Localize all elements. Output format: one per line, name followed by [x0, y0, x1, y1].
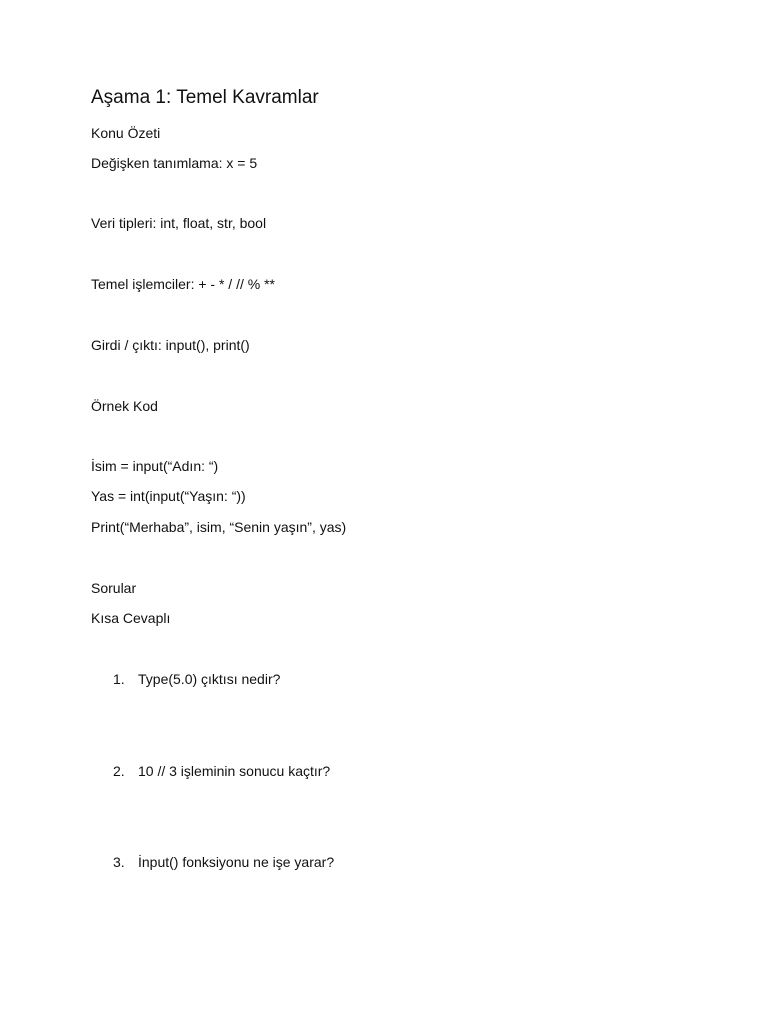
question-item	[113, 762, 330, 780]
questions-heading: Sorular	[91, 580, 137, 596]
question-number: 3.	[113, 854, 125, 870]
summary-item: Girdi / çıktı: input(), print()	[91, 337, 250, 353]
summary-item: Veri tipleri: int, float, str, bool	[91, 215, 267, 231]
question-text: 10 // 3 işleminin sonucu kaçtır?	[138, 763, 331, 779]
summary-item: Temel işlemciler: + - * / // % **	[91, 276, 275, 292]
code-line: İsim = input(“Adın: “)	[91, 458, 219, 474]
summary-heading: Konu Özeti	[91, 125, 161, 141]
code-line: Print(“Merhaba”, isim, “Senin yaşın”, yas)	[91, 519, 347, 535]
question-number: 1.	[113, 671, 125, 687]
summary-item: Değişken tanımlama: x = 5	[91, 155, 258, 171]
question-item	[113, 853, 334, 871]
question-number: 2.	[113, 763, 125, 779]
page-title: Aşama 1: Temel Kavramlar	[91, 87, 319, 108]
questions-subheading: Kısa Cevaplı	[91, 610, 171, 626]
example-heading: Örnek Kod	[91, 398, 158, 414]
question-text: Type(5.0) çıktısı nedir?	[138, 671, 281, 687]
code-line: Yas = int(input(“Yaşın: “))	[91, 488, 246, 504]
question-text: İnput() fonksiyonu ne işe yarar?	[138, 854, 335, 870]
question-item	[113, 670, 280, 688]
